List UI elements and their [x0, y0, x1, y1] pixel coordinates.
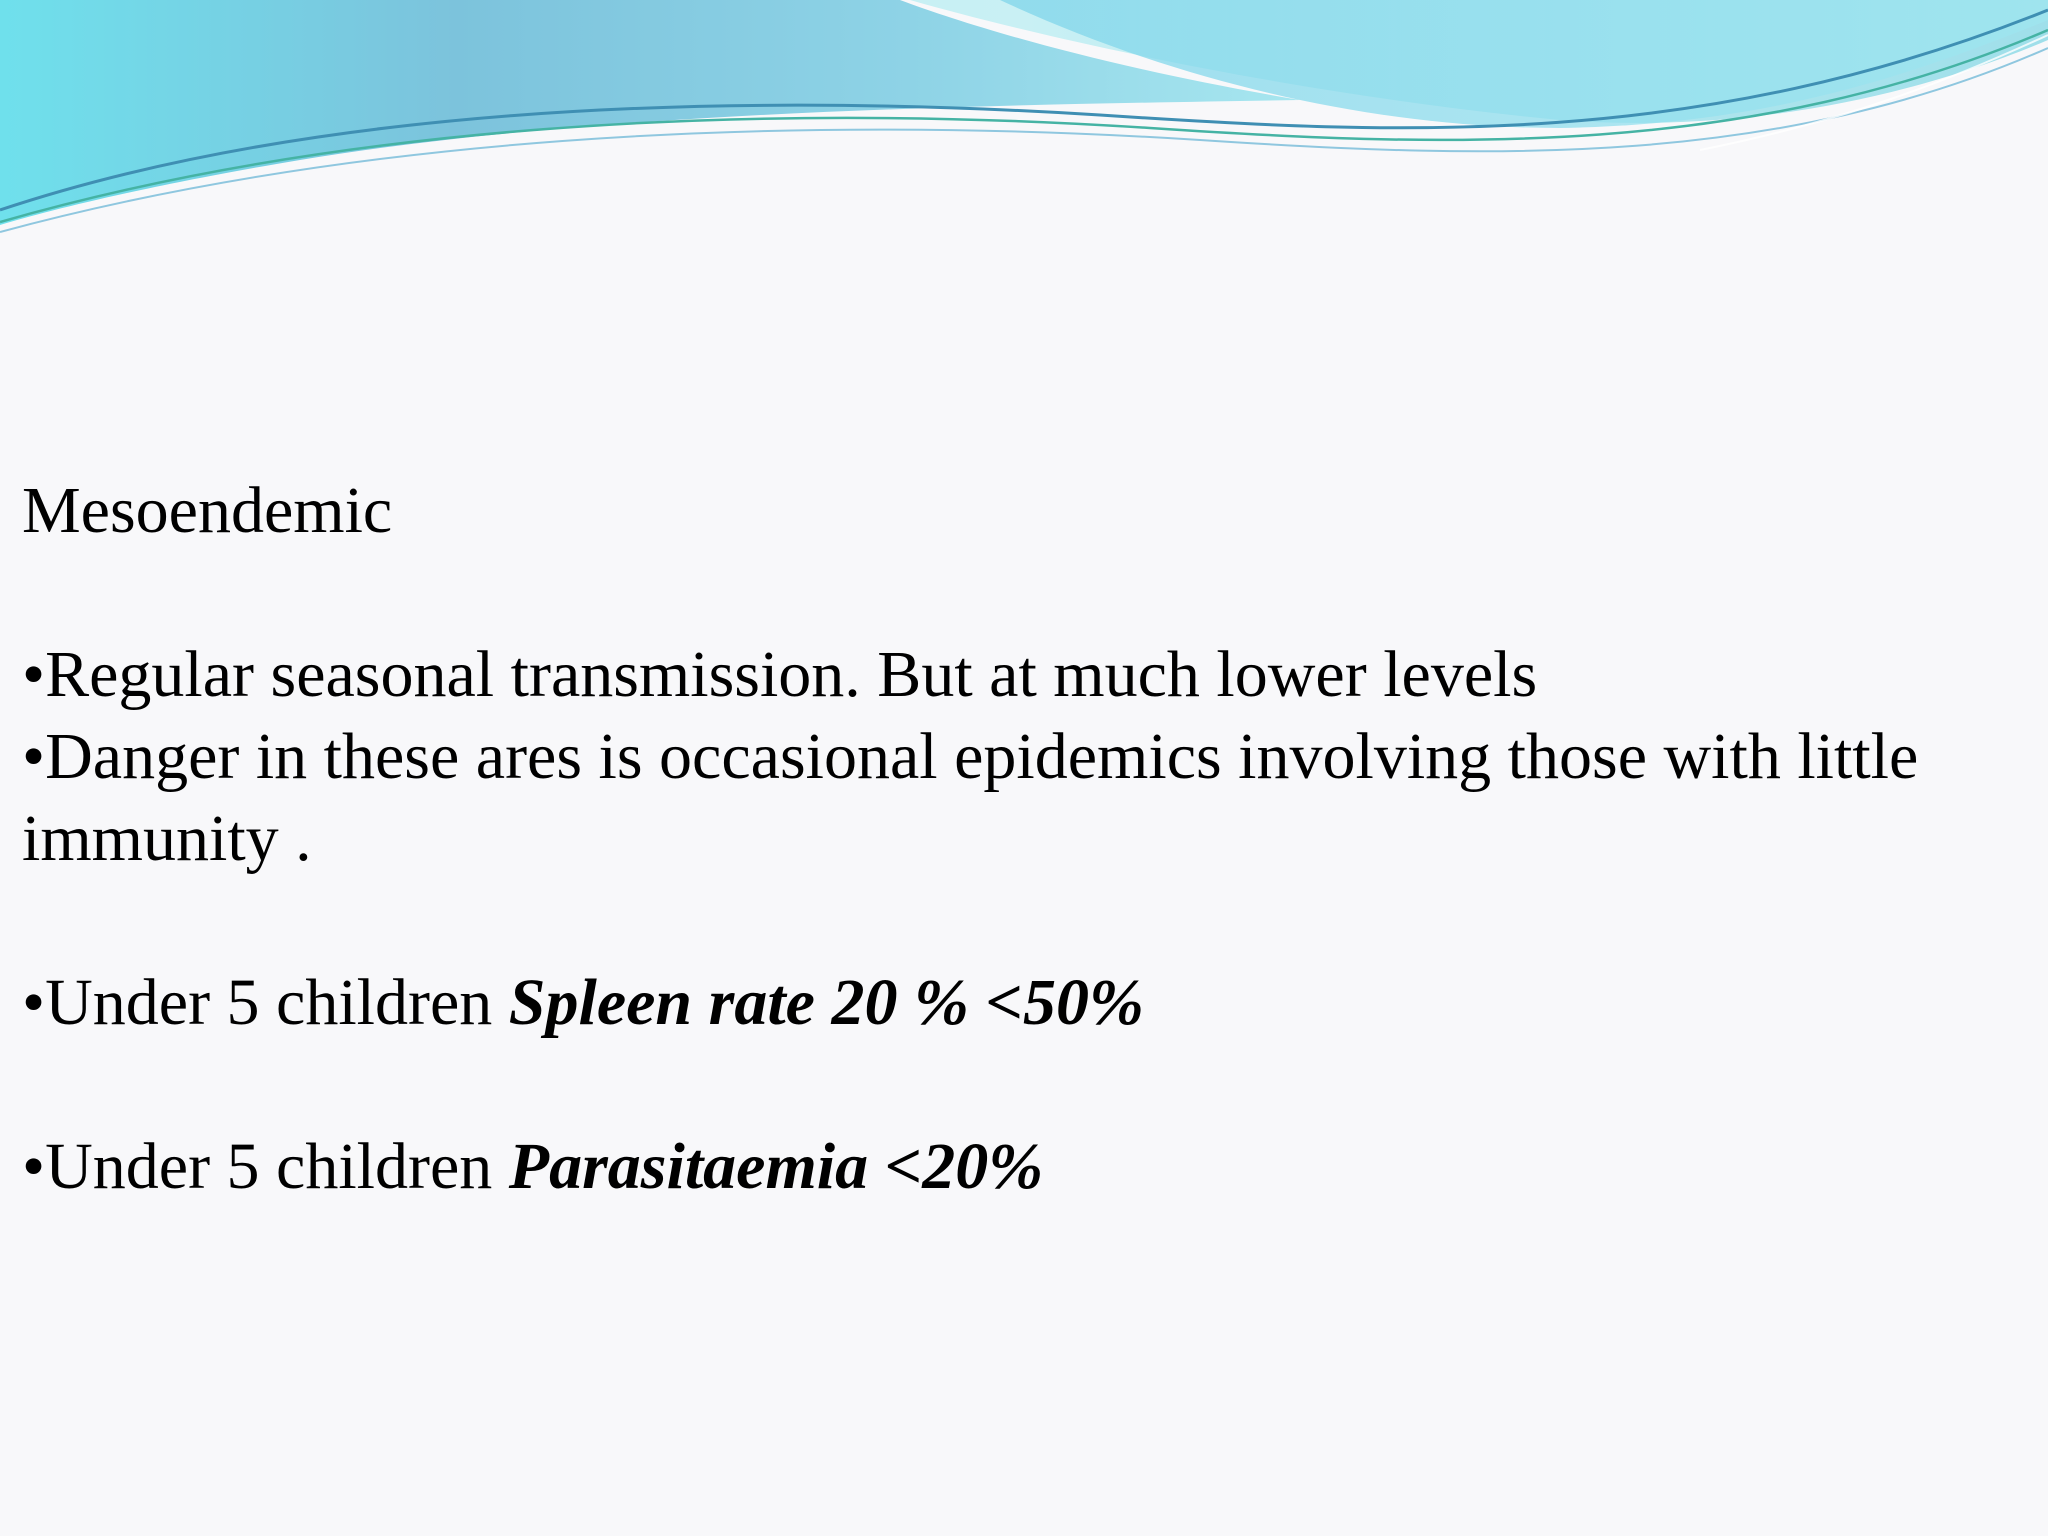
bullet-text: Regular seasonal transmission. But at much lower levels — [45, 638, 1538, 711]
bullet-item — [22, 716, 2022, 880]
bullet-text: Under 5 children — [45, 1130, 509, 1203]
slide-heading — [22, 470, 2022, 552]
parasitaemia-emphasis: Parasitaemia <20% — [508, 1130, 1044, 1203]
bullet-item — [22, 962, 2022, 1044]
bullet-marker: • — [22, 1130, 46, 1203]
heading-text: Mesoendemic — [22, 474, 393, 547]
bullet-marker: • — [22, 638, 46, 711]
spleen-rate-emphasis: Spleen rate 20 % <50% — [508, 966, 1145, 1039]
header-wave-decoration — [0, 0, 2048, 240]
bullet-marker: • — [22, 720, 46, 793]
spacer — [22, 1044, 2022, 1126]
bullet-item — [22, 634, 2022, 716]
bullet-text: Danger in these ares is occasional epidemics involving those with little immunity . — [22, 720, 1919, 875]
spacer — [22, 880, 2022, 962]
slide-body — [22, 470, 2022, 1208]
bullet-marker: • — [22, 966, 46, 1039]
bullet-text: Under 5 children — [45, 966, 509, 1039]
spacer — [22, 552, 2022, 634]
bullet-item — [22, 1126, 2022, 1208]
